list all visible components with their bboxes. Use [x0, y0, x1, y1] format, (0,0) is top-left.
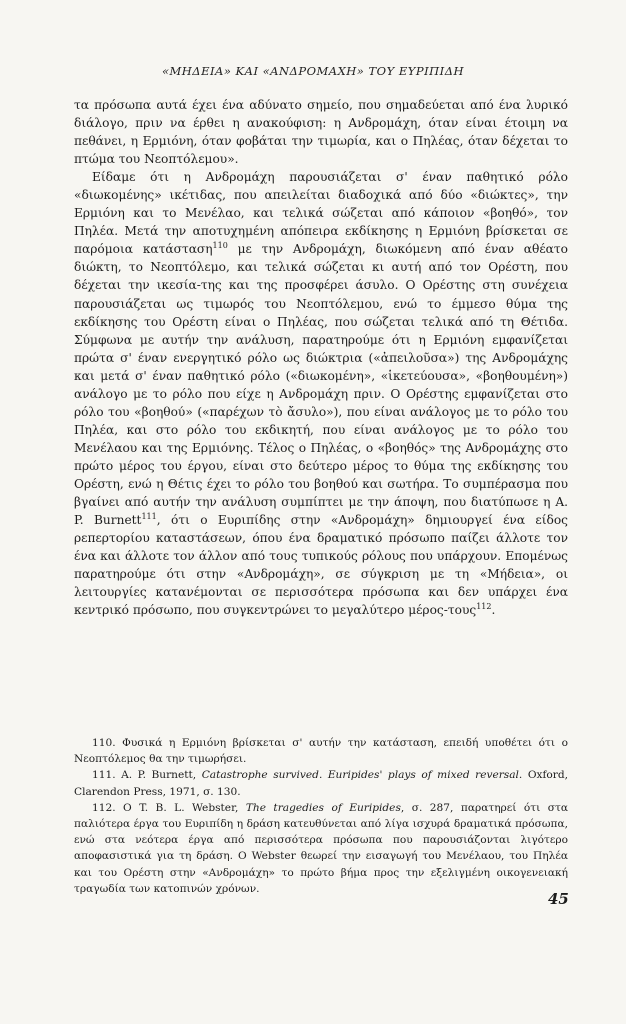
paragraph-continuation: τα πρόσωπα αυτά έχει ένα αδύνατο σημείο, που σημαδεύεται από ένα λυρικό διάλογο, πριν να έρθει η ανακούφιση: η Ανδρομάχη, όταν είναι έτοιμη να πεθάνει, η Ερμιόνη, όταν φοβάται την τιμωρία, και ο Πηλέας, όταν δέχεται το πτώμα του Νεοπτόλεμου».	[74, 98, 568, 167]
footnote-ref-112[interactable]: 112	[476, 602, 492, 612]
body-text	[74, 96, 568, 619]
paragraph-main: Είδαμε ότι η Ανδρομάχη παρουσιάζεται σ' έναν παθητικό ρόλο «διωκομένης» ικέτιδας, που απειλείται διαδοχικά από δύο «διώκτες», την Ερμιόνη και το Μενέλαο, και τελικά σώζεται από κάποιον «βοηθό», τον Πηλέα. Μετά την αποτυχημένη απόπειρα εκδίκησης η Ερμιόνη βρίσκεται σε παρόμοια κατάσταση$^{110}$ με την Ανδρομάχη, διωκόμενη από έναν αθέατο διώκτη, το Νεοπτόλεμο, και τελικά σώζεται κι αυτή από τον Ορέστη, που δέχεται την ικεσία-της και της προσφέρει άσυλο. Ο Ορέστης στη συνέχεια παρουσιάζεται ως τιμωρός του Νεοπτόλεμου, ενώ το έμμεσο θύμα της εκδίκησης του Ορέστη είναι ο Πηλέας, που σώζεται τελικά από τη Θέτιδα. Σύμφωνα με αυτήν την ανάλυση, παρατηρούμε ότι η Ερμιόνη εμφανίζεται πρώτα σ' έναν ενεργητικό ρόλο ως διώκτρια («ἀπειλοῦσα») της Ανδρομάχης και μετά σ' έναν παθητικό ρόλο («διωκομένη», «ἱκετεύουσα», «βοηθουμένη») ανάλογο με το ρόλο που είχε η Ανδρομάχη πριν. Ο Ορέστης εμφανίζεται στο ρόλο του «βοηθού» («παρέχων τὸ ἄσυλο»), που είναι ανάλογος με το ρόλο του Πηλέα, και στο ρόλο του εκδικητή, που είναι ανάλογος με το ρόλο του Μενέλαου και της Ερμιόνης. Τέλος ο Πηλέας, ο «βοηθός» της Ανδρομάχης στο πρώτο μέρος του έργου, είναι στο δεύτερο μέρος το θύμα της εκδίκησης του Ορέστη, ενώ η Θέτις έχει το ρόλο του βοηθού και σωτήρα. Το συμπέρασμα που βγαίνει από αυτήν την ανάλυση συμπίπτει με την άποψη, που διατύπωσε η A. P. Burnett$^{111}$, ότι ο Ευριπίδης στην «Ανδρομάχη» δημιουργεί ένα είδος ρεπερτορίου καταστάσεων, όπου ένα δραματικό πρόσωπο παίζει άλλοτε τον ένα και άλλοτε τον άλλον από τους τυπικούς ρόλους που υπάρχουν. Επομένως παρατηρούμε ότι στην «Ανδρομάχη», σε σύγκριση με τη «Μήδεια», οι λειτουργίες κατανέμονται σε περισσότερα πρόσωπα και δεν υπάρχει ένα κεντρικό πρόσωπο, που συγκεντρώνει το μεγαλύτερο μέρος-τους$^{112}$.	[74, 170, 569, 618]
footnote-111: 111. A. P. Burnett, Catastrophe survived. Euripides' plays of mixed reversal. Oxford, Clarendon Press, 1971, σ. 130.	[74, 769, 569, 798]
footnote-110: 110. Φυσικά η Ερμιόνη βρίσκεται σ' αυτήν την κατάσταση, επειδή υποθέτει ότι ο Νεοπτόλεμος θα την τιμωρήσει.	[74, 737, 568, 766]
footnote-ref-110[interactable]: 110	[212, 241, 228, 251]
running-head: «ΜΗΔΕΙΑ» ΚΑΙ «ΑΝΔΡΟΜΑΧΗ» ΤΟΥ ΕΥΡΙΠΙΔΗ	[161, 64, 465, 78]
page-number: 45	[548, 890, 569, 908]
footnote-ref-111[interactable]: 111	[141, 512, 157, 522]
footnotes	[74, 735, 568, 897]
cited-title: The tragedies of Euripides	[245, 801, 401, 814]
footnote-112: 112. Ο T. B. L. Webster, The tragedies of Euripides, σ. 287, παρατηρεί ότι στα παλιότερα έργα του Ευριπίδη η δράση κατευθύνεται από λίγα ισχυρά δραματικά πρόσωπα, ενώ στα νεότερα έργα από περισσότερα πρόσωπα που παρουσιάζονται λιγότερο αποφασιστικά για τη δράση. Ο Webster θεωρεί την εισαγωγή του Μενέλαου, του Πηλέα και του Ορέστη στην «Ανδρομάχη» το πρώτο βήμα προς την εξελιγμένη οικογενειακή τραγωδία των κατοπινών χρόνων.	[74, 801, 568, 895]
cited-title: Catastrophe survived. Euripides' plays of mixed reversal.	[201, 769, 523, 782]
